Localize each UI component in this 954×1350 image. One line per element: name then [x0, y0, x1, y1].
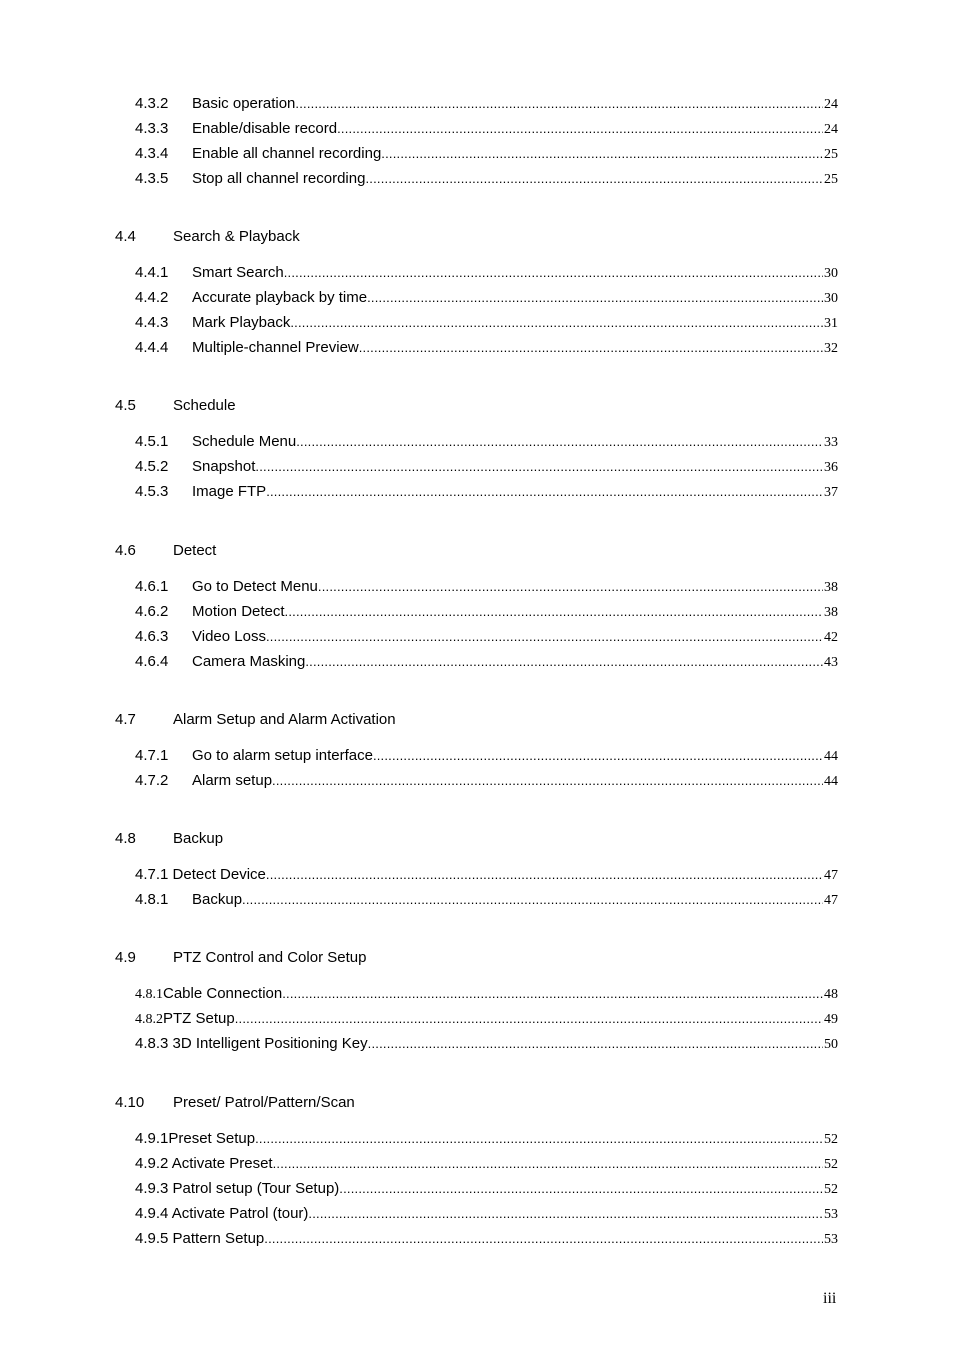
- entry-page: 43: [824, 655, 838, 670]
- toc-entry[interactable]: [135, 1154, 838, 1174]
- entry-page: 31: [824, 316, 838, 331]
- section-number: 4.8: [115, 830, 136, 847]
- entry-number: 4.3.3: [135, 120, 169, 137]
- entry-number: 4.3.4: [135, 145, 169, 162]
- entry-number: 4.8.1: [135, 987, 163, 1002]
- entry-title: Snapshot: [192, 458, 256, 475]
- section-number: 4.7: [115, 711, 136, 728]
- section-number: 4.4: [115, 228, 136, 245]
- entry-title: 4.9.2 Activate Preset: [135, 1155, 273, 1172]
- entry-title: Mark Playback: [192, 314, 291, 331]
- entry-number: 4.3.5: [135, 170, 169, 187]
- dot-leader: [308, 1204, 823, 1224]
- toc-entry[interactable]: [135, 313, 838, 333]
- toc-entry[interactable]: [135, 144, 838, 164]
- toc-entry[interactable]: [135, 1229, 838, 1249]
- dot-leader: [295, 94, 823, 114]
- toc-entry[interactable]: [135, 1179, 838, 1199]
- entry-number: 4.6.3: [135, 628, 169, 645]
- dot-leader: [337, 119, 823, 139]
- entry-number: 4.5.3: [135, 483, 169, 500]
- dot-leader: [318, 577, 823, 597]
- entry-page: 48: [824, 987, 838, 1002]
- section-title: Alarm Setup and Alarm Activation: [173, 711, 396, 728]
- entry-number: 4.7.1: [135, 747, 169, 764]
- entry-page: 52: [824, 1132, 838, 1147]
- entry-title: Enable all channel recording: [192, 145, 382, 162]
- entry-page: 49: [824, 1012, 838, 1027]
- entry-page: 50: [824, 1037, 838, 1052]
- entry-number: 4.7.2: [135, 772, 169, 789]
- entry-page: 25: [824, 172, 838, 187]
- dot-leader: [266, 482, 823, 502]
- section-title: PTZ Control and Color Setup: [173, 949, 367, 966]
- entry-title: 4.9.5 Pattern Setup: [135, 1230, 265, 1247]
- toc-entry[interactable]: [135, 482, 838, 502]
- entry-number: 4.5.1: [135, 433, 169, 450]
- entry-title: Alarm setup: [192, 772, 273, 789]
- dot-leader: [368, 1034, 823, 1054]
- toc-entry[interactable]: [135, 984, 838, 1004]
- entry-number: 4.4.1: [135, 264, 169, 281]
- dot-leader: [305, 652, 823, 672]
- entry-title: Cable Connection: [163, 985, 283, 1002]
- entry-page: 32: [824, 341, 838, 356]
- entry-page: 37: [824, 485, 838, 500]
- entry-page: 53: [824, 1207, 838, 1222]
- entry-title: Accurate playback by time: [192, 289, 368, 306]
- toc-entry[interactable]: [135, 1204, 838, 1224]
- dot-leader: [272, 771, 823, 791]
- dot-leader: [273, 1154, 823, 1174]
- entry-number: 4.3.2: [135, 95, 169, 112]
- entry-number: 4.4.3: [135, 314, 169, 331]
- section-number: 4.10: [115, 1094, 145, 1111]
- section-number: 4.5: [115, 397, 136, 414]
- entry-page: 44: [824, 749, 838, 764]
- entry-page: 42: [824, 630, 838, 645]
- entry-title: Schedule Menu: [192, 433, 297, 450]
- entry-title: Basic operation: [192, 95, 296, 112]
- toc-entry[interactable]: [135, 652, 838, 672]
- toc-entry[interactable]: [135, 457, 838, 477]
- section-title: Schedule: [173, 397, 236, 414]
- dot-leader: [359, 338, 823, 358]
- dot-leader: [264, 1229, 823, 1249]
- section-number: 4.9: [115, 949, 136, 966]
- entry-page: 33: [824, 435, 838, 450]
- entry-page: 52: [824, 1157, 838, 1172]
- section-number: 4.6: [115, 542, 136, 559]
- section-title: Backup: [173, 830, 224, 847]
- entry-page: 24: [824, 122, 838, 137]
- entry-page: 25: [824, 147, 838, 162]
- toc-entry[interactable]: [135, 338, 838, 358]
- section-title: Preset/ Patrol/Pattern/Scan: [173, 1094, 355, 1111]
- toc-entry[interactable]: [135, 94, 838, 114]
- entry-title: Multiple-channel Preview: [192, 339, 359, 356]
- section-title: Detect: [173, 542, 217, 559]
- dot-leader: [266, 627, 823, 647]
- entry-number: 4.8.1: [135, 891, 169, 908]
- toc-entry[interactable]: [135, 602, 838, 622]
- dot-leader: [296, 432, 823, 452]
- dot-leader: [235, 1009, 823, 1029]
- toc-entry[interactable]: [135, 865, 838, 885]
- entry-number: 4.6.1: [135, 578, 169, 595]
- entry-title: Stop all channel recording: [192, 170, 366, 187]
- dot-leader: [367, 288, 823, 308]
- entry-title: Go to Detect Menu: [192, 578, 318, 595]
- dot-leader: [365, 169, 823, 189]
- toc-entry[interactable]: [135, 577, 838, 597]
- toc-entry[interactable]: [135, 432, 838, 452]
- dot-leader: [266, 865, 823, 885]
- entry-number: 4.5.2: [135, 458, 169, 475]
- entry-title: 4.8.3 3D Intelligent Positioning Key: [135, 1035, 368, 1052]
- toc-entry[interactable]: [135, 263, 838, 283]
- dot-leader: [373, 746, 823, 766]
- dot-leader: [282, 984, 823, 1004]
- toc-entry[interactable]: [135, 1034, 838, 1054]
- entry-page: 38: [824, 580, 838, 595]
- entry-page: 24: [824, 97, 838, 112]
- entry-title: 4.7.1 Detect Device: [135, 866, 266, 883]
- dot-leader: [339, 1179, 823, 1199]
- dot-leader: [381, 144, 823, 164]
- toc-entry[interactable]: [135, 1009, 838, 1029]
- entry-page: 38: [824, 605, 838, 620]
- toc-entry[interactable]: [135, 627, 838, 647]
- entry-title: Enable/disable record: [192, 120, 338, 137]
- entry-page: 36: [824, 460, 838, 475]
- dot-leader: [242, 890, 823, 910]
- toc-entry[interactable]: [135, 169, 838, 189]
- entry-number: 4.8.2: [135, 1012, 163, 1027]
- entry-page: 30: [824, 291, 838, 306]
- dot-leader: [255, 457, 823, 477]
- entry-number: 4.6.2: [135, 603, 169, 620]
- entry-title: Image FTP: [192, 483, 267, 500]
- entry-number: 4.4.4: [135, 339, 169, 356]
- entry-title: 4.9.4 Activate Patrol (tour): [135, 1205, 309, 1222]
- entry-title: Motion Detect: [192, 603, 285, 620]
- dot-leader: [290, 313, 823, 333]
- entry-page: 30: [824, 266, 838, 281]
- entry-number: 4.4.2: [135, 289, 169, 306]
- entry-page: 47: [824, 893, 838, 908]
- toc-entry[interactable]: [135, 119, 838, 139]
- section-title: Search & Playback: [173, 228, 300, 245]
- toc-entry[interactable]: [135, 746, 838, 766]
- entry-page: 44: [824, 774, 838, 789]
- entry-page: 47: [824, 868, 838, 883]
- entry-page: 53: [824, 1232, 838, 1247]
- toc-entry[interactable]: [135, 1129, 838, 1149]
- entry-title: PTZ Setup: [163, 1010, 235, 1027]
- toc-entry[interactable]: [135, 890, 838, 910]
- entry-number: 4.6.4: [135, 653, 169, 670]
- entry-title: 4.9.1Preset Setup: [135, 1130, 256, 1147]
- dot-leader: [285, 602, 823, 622]
- entry-page: 52: [824, 1182, 838, 1197]
- entry-title: 4.9.3 Patrol setup (Tour Setup): [135, 1180, 340, 1197]
- dot-leader: [284, 263, 823, 283]
- toc-entry[interactable]: [135, 288, 838, 308]
- entry-title: Smart Search: [192, 264, 284, 281]
- entry-title: Video Loss: [192, 628, 266, 645]
- toc-entry[interactable]: [135, 771, 838, 791]
- entry-title: Go to alarm setup interface: [192, 747, 373, 764]
- page-folio: iii: [823, 1290, 837, 1307]
- entry-title: Backup: [192, 891, 243, 908]
- dot-leader: [255, 1129, 823, 1149]
- entry-title: Camera Masking: [192, 653, 306, 670]
